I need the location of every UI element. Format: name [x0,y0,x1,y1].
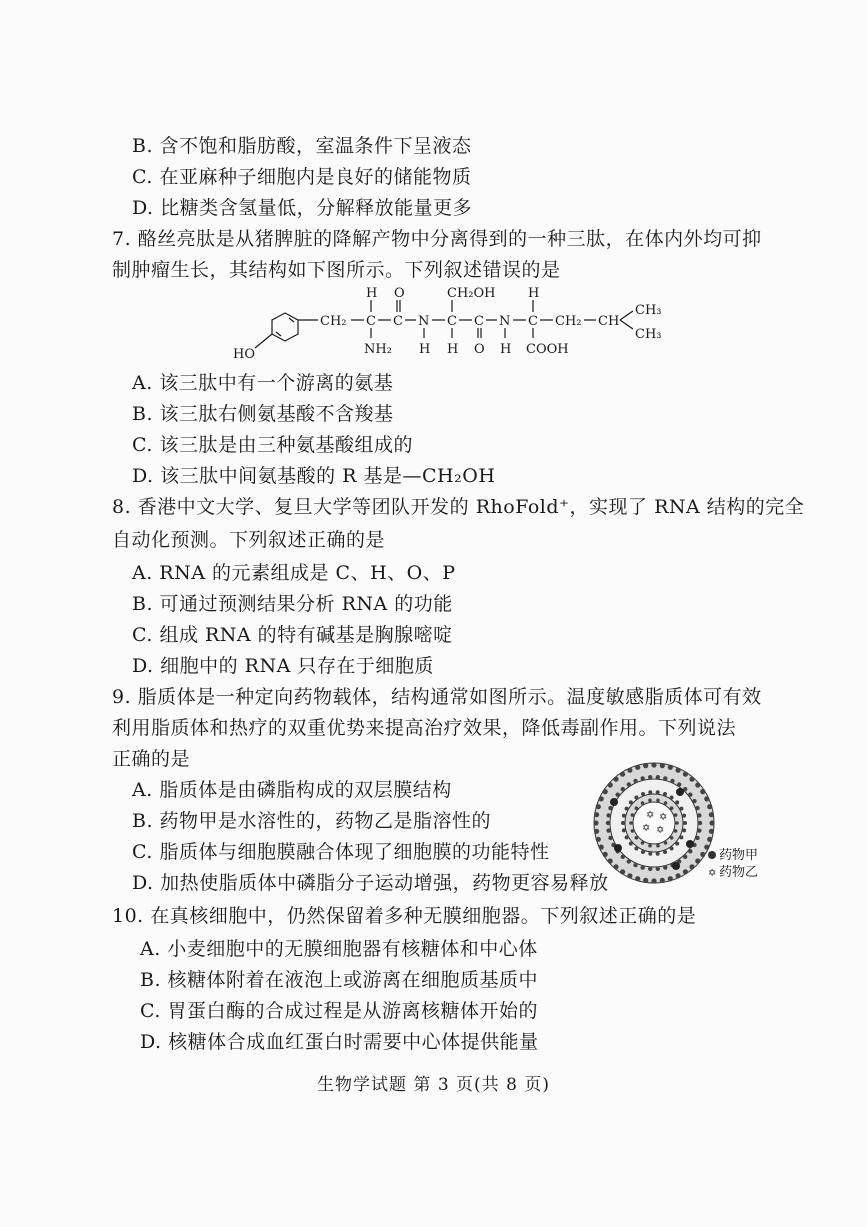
struct-ch2-a: CH₂ [320,314,347,329]
phospholipid-head [627,782,631,786]
phospholipid-head [679,807,683,811]
q8-option-c: C. 组成 RNA 的特有碱基是胸腺嘧啶 [132,624,453,646]
liposome-diagram [580,758,780,888]
phospholipid-head [668,765,673,770]
phospholipid-head [634,847,638,851]
drug-a-dot [686,840,694,848]
q7-stem-line1: 7. 酪丝亮肽是从猪脾脏的降解产物中分离得到的一种三肽，在体内外均可抑 [112,228,762,250]
q8-option-b: B. 可通过预测结果分析 RNA 的功能 [132,593,453,615]
q6-option-b: B. 含不饱和脂肪酸，室温条件下呈液态 [132,135,472,157]
phospholipid-head [641,792,645,796]
legend-drug-a-dot [708,851,716,859]
phospholipid-head [674,813,678,817]
drug-a-dot [676,788,684,796]
phospholipid-head [697,813,701,817]
benzene-ring [272,313,298,341]
phospholipid-head [606,828,610,832]
q8-option-a: A. RNA 的元素组成是 C、H、O、P [132,562,456,584]
phospholipid-head [660,763,665,768]
phospholipid-head [651,878,656,883]
phospholipid-head [704,796,709,801]
phospholipid-head [695,858,700,863]
phospholipid-head [606,813,610,817]
struct-o2: O [474,342,485,357]
phospholipid-head [608,836,612,840]
phospholipid-head [594,812,599,817]
phospholipid-head [679,835,683,839]
phospholipid-head [656,775,660,779]
phospholipid-head [656,867,660,871]
struct-n1: N [418,314,430,329]
phospholipid-head [675,821,679,825]
phospholipid-head [622,828,626,832]
q10-stem-line1: 10. 在真核细胞中，仍然保留着多种无膜细胞器。下列叙述正确的是 [112,905,697,927]
phospholipid-head [648,775,652,779]
phospholipid-head [683,772,688,777]
phospholipid-head [603,852,608,857]
phospholipid-head [674,829,678,833]
phospholipid-head [689,864,694,869]
phospholipid-head [620,772,625,777]
phospholipid-head [625,807,629,811]
phospholipid-head [689,777,694,782]
struct-c1: C [366,314,376,329]
phospholipid-head [664,801,668,805]
phospholipid-head [704,845,709,850]
phospholipid-head [643,763,648,768]
drug-a-dot [610,798,618,806]
struct-c2: C [393,314,403,329]
struct-h3: H [419,342,431,357]
phospholipid-head [641,850,645,854]
phospholipid-head [677,782,681,786]
q10-option-d: D. 核糖体合成血红蛋白时需要中心体提供能量 [140,1031,539,1053]
phospholipid-head [707,837,712,842]
q7-option-a: A. 该三肽中有一个游离的氨基 [132,372,394,394]
phospholipid-head [648,867,652,871]
struct-h2: H [528,286,540,301]
svg-text:✡: ✡ [656,825,665,836]
phospholipid-head [622,814,626,818]
phospholipid-head [697,828,701,832]
phospholipid-head [670,847,674,851]
phospholipid-head [707,804,712,809]
q8-stem-line1: 8. 香港中文大学、复旦大学等团队开发的 RhoFold⁺，实现了 RNA 结构的完全 [112,496,805,518]
phospholipid-head [683,869,688,874]
phospholipid-head [676,873,681,878]
q9-stem-line2: 利用脂质体和热疗的双重优势来提高治疗效果，降低毒副作用。下列说法 [112,717,737,739]
phospholipid-head [621,821,625,825]
struct-ch2oh: CH₂OH [447,286,496,301]
phospholipid-head [635,765,640,770]
legend-drug-b: 药物乙 [719,865,759,880]
phospholipid-head [625,835,629,839]
struct-cooh: COOH [526,342,569,357]
phospholipid-head [633,863,637,867]
phospholipid-head [656,844,660,848]
phospholipid-head [656,790,660,794]
struct-h5: H [500,342,512,357]
q7-option-c: C. 该三肽是由三种氨基酸组成的 [132,434,413,456]
page-footer: 生物学试题 第 3 页(共 8 页) [317,1075,550,1095]
phospholipid-head [620,869,625,874]
svg-text:✡: ✡ [659,812,668,823]
q10-option-c: C. 胃蛋白酶的合成过程是从游离核糖体开始的 [140,1000,538,1022]
phospholipid-head [709,812,714,817]
phospholipid-head [641,801,645,805]
phospholipid-head [648,852,652,856]
phospholipid-head [641,841,645,845]
phospholipid-head [695,782,700,787]
struct-ch: CH [598,314,620,329]
phospholipid-head [608,782,613,787]
phospholipid-head [629,821,633,825]
phospholipid-head [695,806,699,810]
phospholipid-head [634,796,638,800]
phospholipid-head [635,836,639,840]
struct-nh2: NH₂ [364,342,392,357]
struct-c5: C [528,314,538,329]
drug-a-dot [672,862,680,870]
phospholipid-head [593,820,598,825]
phospholipid-head [660,878,665,883]
phospholipid-head [709,829,714,834]
phospholipid-head [683,821,687,825]
phospholipid-head [670,796,674,800]
phospholipid-head [606,821,610,825]
phospholipid-head [629,800,633,804]
phospholipid-head [709,820,714,825]
phospholipid-head [596,837,601,842]
phospholipid-head [621,787,625,791]
phospholipid-head [627,873,632,878]
phospholipid-head [688,793,692,797]
phospholipid-head [629,842,633,846]
phospholipid-head [596,804,601,809]
phospholipid-head [648,799,652,803]
phospholipid-head [663,865,667,869]
struct-o1: O [394,286,405,301]
struct-ch2-b: CH₂ [555,314,582,329]
struct-h4: H [447,342,459,357]
phospholipid-head [692,799,696,803]
phospholipid-head [695,836,699,840]
q9-option-c: C. 脂质体与细胞膜融合体现了细胞膜的功能特性 [132,841,550,863]
drug-a-dot [614,844,622,852]
phospholipid-head [616,793,620,797]
q6-option-c: C. 在亚麻种子细胞内是良好的储能物质 [132,166,472,188]
phospholipid-head [676,768,681,773]
phospholipid-head [688,849,692,853]
q9-option-d: D. 加热使脂质体中磷脂分子运动增强，药物更容易释放 [132,872,609,894]
svg-text:✡: ✡ [646,810,655,821]
phospholipid-head [670,779,674,783]
phospholipid-head [641,865,645,869]
svg-text:✡: ✡ [642,823,651,834]
struct-h1: H [366,286,378,301]
phospholipid-head [700,789,705,794]
phospholipid-head [683,855,687,859]
phospholipid-head [698,821,702,825]
phospholipid-head [641,776,645,780]
q8-stem-line2: 自动化预测。下列叙述正确的是 [112,529,386,551]
phospholipid-head [648,844,652,848]
struct-ho: HO [233,347,255,362]
phospholipid-head [631,813,635,817]
q10-option-a: A. 小麦细胞中的无膜细胞器有核糖体和中心体 [140,938,538,960]
struct-ch3-top: CH₃ [635,303,662,318]
q9-option-b: B. 药物甲是水溶性的，药物乙是脂溶性的 [132,810,492,832]
phospholipid-head [608,858,613,863]
struct-ch3-bot: CH₃ [635,327,662,342]
q9-stem-line1: 9. 脂质体是一种定向药物载体，结构通常如图所示。温度敏感脂质体可有效 [112,686,762,708]
phospholipid-head [599,796,604,801]
phospholipid-head [599,845,604,850]
phospholipid-head [594,829,599,834]
struct-c4: C [474,314,484,329]
struct-n2: N [499,314,511,329]
phospholipid-head [664,841,668,845]
phospholipid-head [648,790,652,794]
phospholipid-head [643,878,648,883]
q7-stem-line2: 制肿瘤生长，其结构如下图所示。下列叙述错误的是 [112,259,561,281]
phospholipid-head [627,859,631,863]
phospholipid-head [663,850,667,854]
phospholipid-head [656,799,660,803]
phospholipid-head [656,852,660,856]
phospholipid-head [663,792,667,796]
q6-option-d: D. 比糖类含氢量低，分解释放能量更多 [132,197,473,219]
q7-option-d: D. 该三肽中间氨基酸的 R 基是—CH₂OH [132,465,496,487]
phospholipid-head [670,836,674,840]
q9-stem-line3: 正确的是 [112,748,191,770]
legend-drug-b-icon: ✡ [708,868,717,879]
q8-option-d: D. 细胞中的 RNA 只存在于细胞质 [132,655,434,677]
phospholipid-head [651,762,656,767]
phospholipid-head [635,876,640,881]
phospholipid-head [663,776,667,780]
phospholipid-head [682,828,686,832]
tripeptide-structure [0,0,867,370]
phospholipid-head [633,779,637,783]
phospholipid-head [682,814,686,818]
q9-option-a: A. 脂质体是由磷脂构成的双层膜结构 [132,779,452,801]
phospholipid-head [627,768,632,773]
struct-c3: C [447,314,457,329]
phospholipid-head [603,789,608,794]
q10-option-b: B. 核糖体附着在液泡上或游离在细胞质基质中 [140,969,539,991]
phospholipid-head [613,864,618,869]
legend-drug-a: 药物甲 [719,848,759,863]
phospholipid-head [700,852,705,857]
phospholipid-head [675,800,679,804]
phospholipid-head [635,806,639,810]
phospholipid-head [621,855,625,859]
phospholipid-head [631,829,635,833]
q7-option-b: B. 该三肽右侧氨基酸不含羧基 [132,403,394,425]
phospholipid-head [613,777,618,782]
phospholipid-head [675,842,679,846]
phospholipid-head [608,806,612,810]
phospholipid-head [668,876,673,881]
phospholipid-head [670,806,674,810]
